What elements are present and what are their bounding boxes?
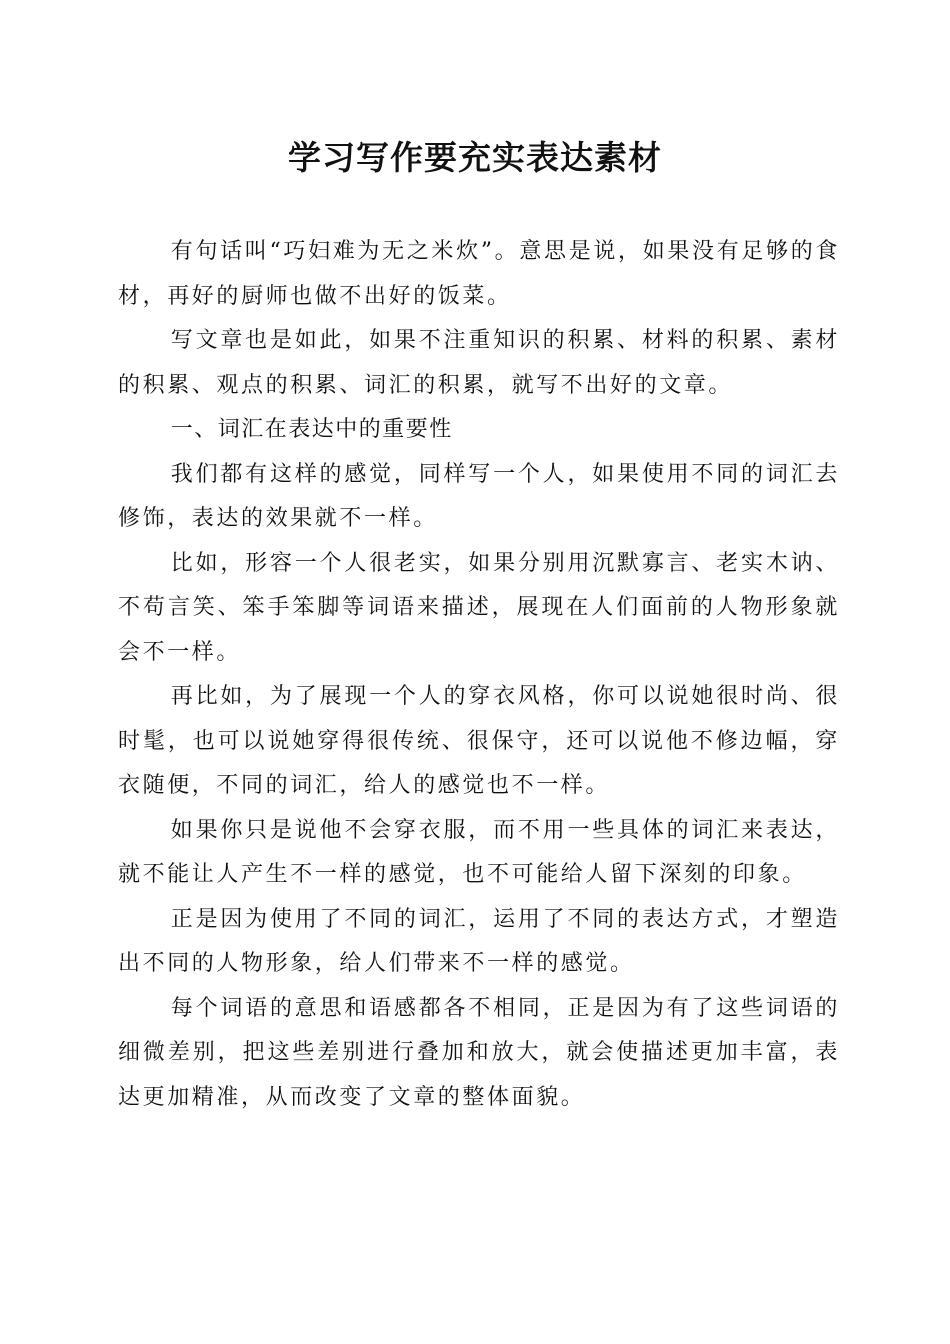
document-body xyxy=(118,230,840,1120)
paragraph: 如果你只是说他不会穿衣服，而不用一些具体的词汇来表达，就不能让人产生不一样的感觉，也不可能给人留下深刻的印象。 xyxy=(118,817,840,887)
paragraph: 有句话叫“巧妇难为无之米炊”。意思是说，如果没有足够的食材，再好的厨师也做不出好的饭菜。 xyxy=(118,239,840,309)
paragraph: 写文章也是如此，如果不注重知识的积累、材料的积累、素材的积累、观点的积累、词汇的积累，就写不出好的文章。 xyxy=(118,328,840,398)
paragraph: 我们都有这样的感觉，同样写一个人，如果使用不同的词汇去修饰，表达的效果就不一样。 xyxy=(118,461,840,531)
paragraph: 再比如，为了展现一个人的穿衣风格，你可以说她很时尚、很时髦，也可以说她穿得很传统、很保守，还可以说他不修边幅，穿衣随便，不同的词汇，给人的感觉也不一样。 xyxy=(118,684,840,798)
section-heading: 一、词汇在表达中的重要性 xyxy=(170,417,453,442)
paragraph: 每个词语的意思和语感都各不相同，正是因为有了这些词语的细微差别，把这些差别进行叠加和放大，就会使描述更加丰富，表达更加精准，从而改变了文章的整体面貌。 xyxy=(118,995,840,1110)
paragraph: 正是因为使用了不同的词汇，运用了不同的表达方式，才塑造出不同的人物形象，给人们带来不一样的感觉。 xyxy=(118,906,840,976)
paragraph: 比如，形容一个人很老实，如果分别用沉默寡言、老实木讷、不苟言笑、笨手笨脚等词语来描述，展现在人们面前的人物形象就会不一样。 xyxy=(118,550,840,665)
document-title: 学习写作要充实表达素材 xyxy=(288,138,662,177)
